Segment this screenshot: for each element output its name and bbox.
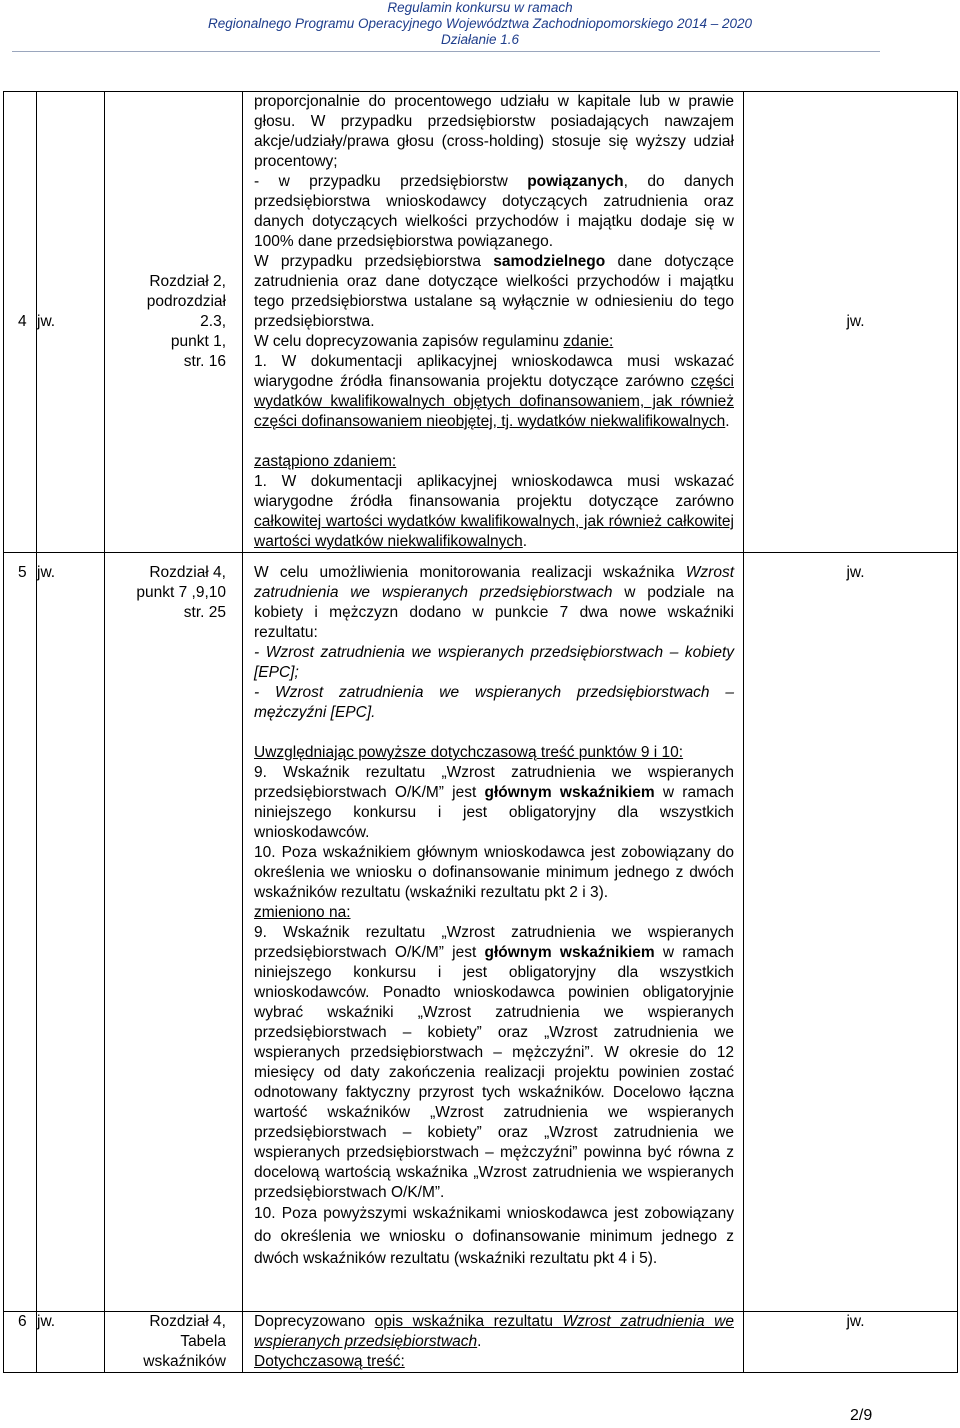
row-number: 5 — [4, 553, 37, 1312]
table-row — [4, 553, 958, 1312]
row-change-text — [243, 553, 744, 1312]
paragraph: Uwzględniając powyższe dotychczasową treść punktów 9 i 10: — [254, 744, 684, 761]
paragraph: zmieniono na: — [254, 904, 351, 921]
row-location: Rozdział 4, punkt 7 ,9,10 str. 25 — [105, 553, 243, 1312]
paragraph: W celu doprecyzowania zapisów regulaminu zdanie: — [254, 333, 614, 350]
table-row — [4, 1312, 958, 1373]
row-change-text — [243, 92, 744, 553]
paragraph: 10. Poza wskaźnikiem głównym wnioskodawca jest zobowiązany do określenia we wniosku o dofinansowanie minimum jednego z dwóch wskaźników rezultatu (wskaźniki rezultatu pkt 2 i 3). — [254, 844, 734, 901]
paragraph: W przypadku przedsiębiorstwa samodzielnego dane dotyczące zatrudnienia oraz dane dotyczące wielkości przychodów i majątku tego przedsiębiorstwa ustalane są wyłącznie w odniesieniu do tego przedsiębiorstwa. — [254, 253, 734, 330]
paragraph: 9. Wskaźnik rezultatu „Wzrost zatrudnienia we wspieranych przedsiębiorstwach O/K/M” jest głównym wskaźnikiem w ramach niniejszego konkursu i jest obligatoryjny dla wszystkich wnioskodawców. Ponadto wnioskodawca powinien obligatoryjnie wybrać wskaźniki „Wzrost zatrudnienia we wspieranych przedsiębiorstwach – kobiety” oraz „Wzrost zatrudnienia we wspieranych przedsiębiorstwach – mężczyźni”. W okresie do 12 miesięcy od daty zakończenia realizacji projektu powinien zostać odnotowany faktyczny przyrost tych wskaźników. Docelowo łączna wartość wskaźników „Wzrost zatrudnienia we wspieranych przedsiębiorstwach – kobiety” oraz „Wzrost zatrudnienia we wspieranych przedsiębiorstwach – mężczyźni” powinna być równa z docelową wartością wskaźnika „Wzrost zatrudnienia we wspieranych przedsiębiorstwach O/K/M”. — [254, 924, 734, 1201]
paragraph: 1. W dokumentacji aplikacyjnej wnioskodawca musi wskazać wiarygodne źródła finansowania projektu dotyczące zarówno części wydatków kwalifikowalnych objętych dofinansowaniem, jak również części dofinansowaniem nieobjętej, tj. wydatków niekwalifikowalnych. — [254, 353, 734, 430]
header-rule — [12, 51, 880, 52]
row-who: jw. — [744, 553, 958, 1312]
page-number: 2/9 — [850, 1407, 873, 1424]
paragraph: - Wzrost zatrudnienia we wspieranych przedsiębiorstwach – mężczyźni [EPC]. — [254, 684, 734, 721]
changes-table — [3, 91, 958, 1373]
row-ref: jw. — [37, 1312, 105, 1373]
row-number: 6 — [4, 1312, 37, 1373]
paragraph: proporcjonalnie do procentowego udziału w kapitale lub w prawie głosu. W przypadku przedsiębiorstw posiadających nawzajem akcje/udziały/prawa głosu (cross-holding) stosuje się wyższy udział procentowy; — [254, 93, 734, 170]
header-program: Regionalnego Programu Operacyjnego Województwa Zachodniopomorskiego 2014 – 2020 — [207, 16, 753, 31]
paragraph: 1. W dokumentacji aplikacyjnej wnioskodawca musi wskazać wiarygodne źródła finansowania projektu dotyczące zarówno całkowitej wartości wydatków kwalifikowalnych, jak również całkowitej wartości wydatków niekwalifikowalnych. — [254, 473, 734, 550]
row-change-text — [243, 1312, 744, 1373]
paragraph: - w przypadku przedsiębiorstw powiązanych, do danych przedsiębiorstwa wnioskodawcy dotyczących zatrudnienia oraz danych dotyczących wielkości przychodów i majątku dodaje się w 100% dane przedsiębiorstwa powiązanego. — [254, 173, 734, 250]
row-location: Rozdział 2, podrozdział 2.3, punkt 1, str. 16 — [105, 92, 243, 553]
paragraph: W celu umożliwienia monitorowania realizacji wskaźnika Wzrost zatrudnienia we wspieranych przedsiębiorstwach w podziale na kobiety i mężczyzn dodano w punkcie 7 dwa nowe wskaźniki rezultatu: — [254, 564, 734, 641]
page-header — [0, 0, 960, 48]
row-who: jw. — [744, 92, 958, 553]
paragraph: 9. Wskaźnik rezultatu „Wzrost zatrudnienia we wspieranych przedsiębiorstwach O/K/M” jest głównym wskaźnikiem w ramach niniejszego konkursu i jest obligatoryjny dla wszystkich wnioskodawców. — [254, 764, 734, 841]
row-who: jw. — [744, 1312, 958, 1373]
row-ref: jw. — [37, 92, 105, 553]
paragraph: Doprecyzowano opis wskaźnika rezultatu Wzrost zatrudnienia we wspieranych przedsiębiorstwach. — [254, 1313, 734, 1350]
paragraph: - Wzrost zatrudnienia we wspieranych przedsiębiorstwach – kobiety [EPC]; — [254, 644, 734, 681]
row-number: 4 — [4, 92, 37, 553]
row-location: Rozdział 4, Tabela wskaźników — [105, 1312, 243, 1373]
header-title: Regulamin konkursu w ramach — [387, 0, 573, 15]
row-ref: jw. — [37, 553, 105, 1312]
table-row — [4, 92, 958, 553]
paragraph: Dotychczasową treść: — [254, 1353, 405, 1370]
header-measure: Działanie 1.6 — [440, 32, 520, 47]
paragraph: 10. Poza powyższymi wskaźnikami wnioskodawca jest zobowiązany do określenia we wniosku o dofinansowanie minimum jednego z dwóch wskaźników rezultatu (wskaźniki rezultatu pkt 4 i 5). — [254, 1205, 734, 1267]
paragraph: zastąpiono zdaniem: — [254, 453, 397, 470]
